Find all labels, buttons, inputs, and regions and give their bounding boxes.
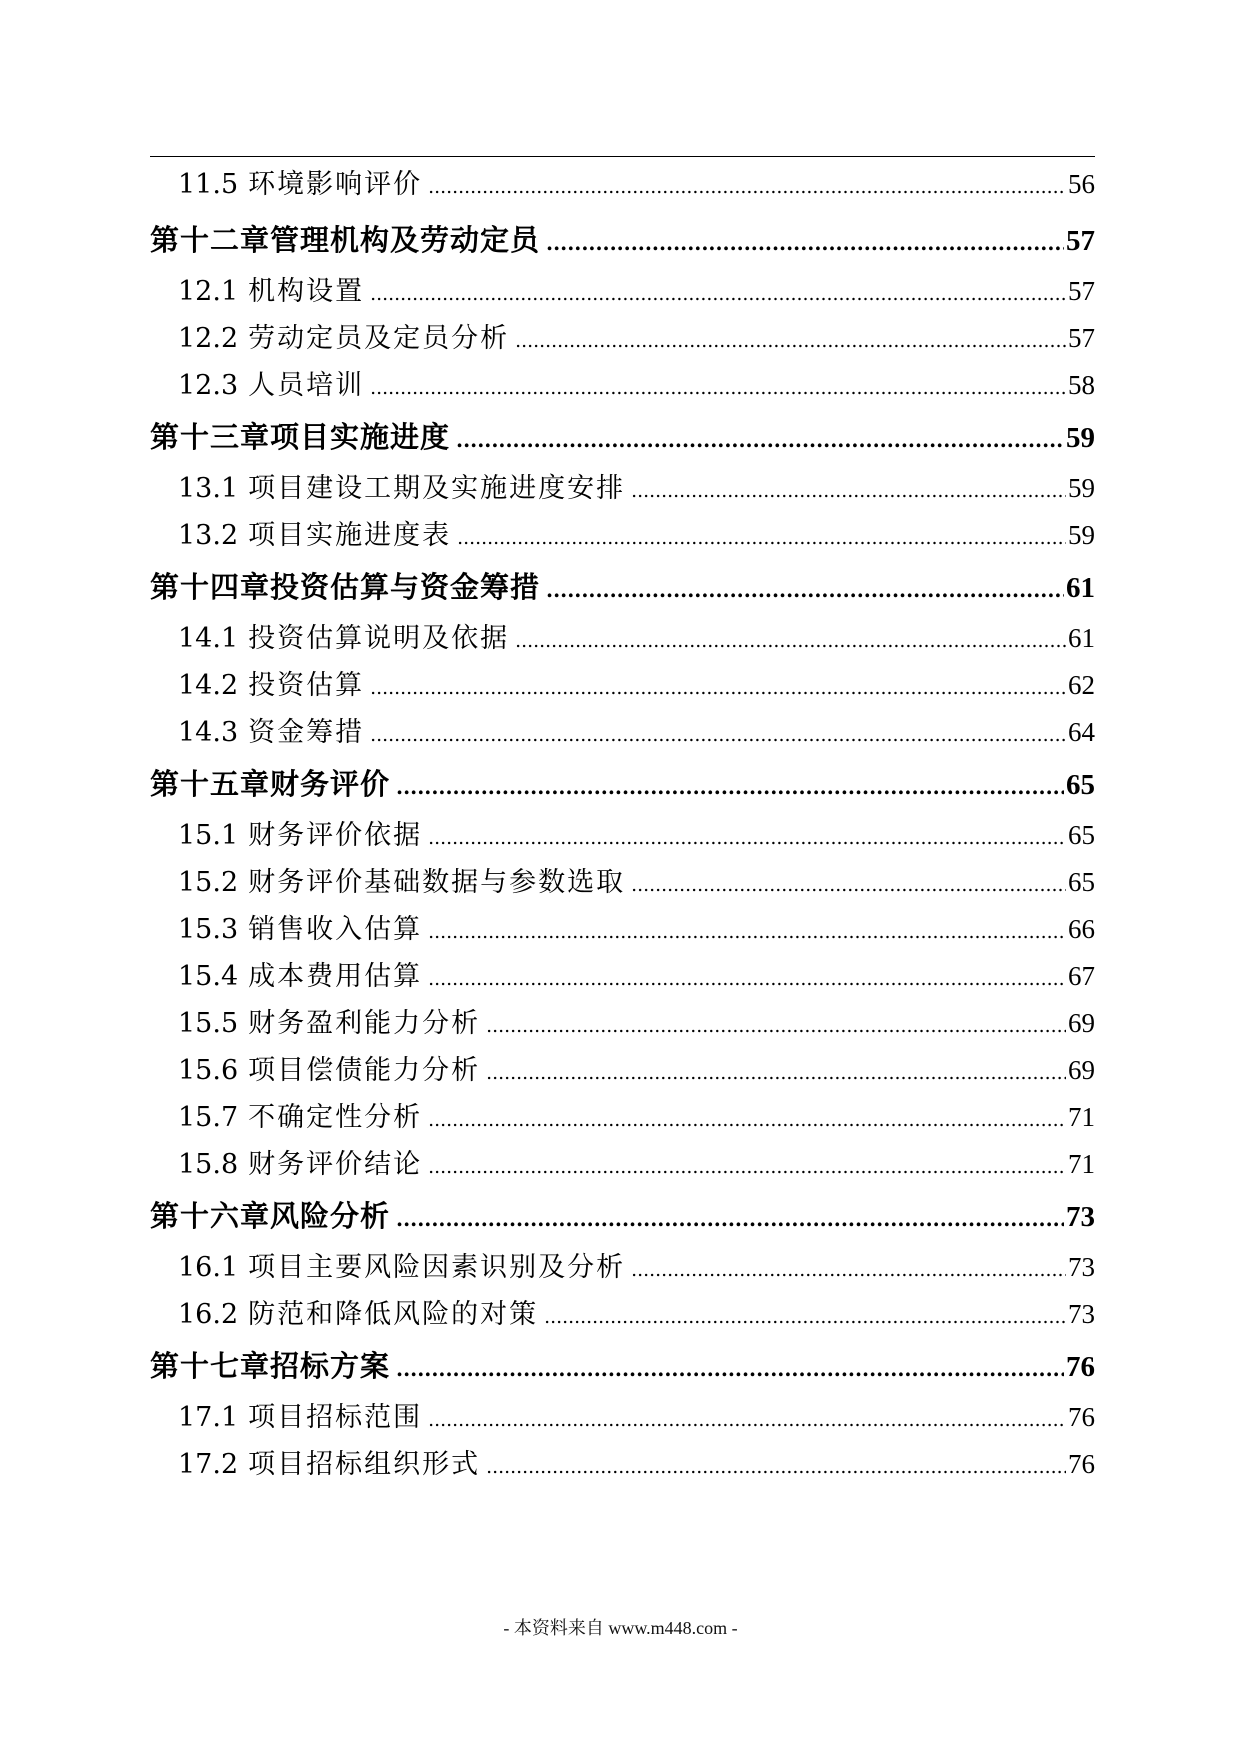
toc-entry-label: [150, 409, 450, 465]
toc-entry-title: 第十六章风险分析: [150, 1199, 391, 1233]
toc-entry-title: 防范和降低风险的对策: [248, 1299, 539, 1330]
toc-page-number: 56: [1068, 169, 1095, 199]
toc-entry-title: 项目主要风险因素识别及分析: [248, 1252, 626, 1283]
toc-section-entry[interactable]: [150, 1000, 1095, 1047]
toc-entry-title: 资金筹措: [248, 717, 365, 748]
toc-section-entry[interactable]: [150, 268, 1095, 315]
toc-entry-title: 不确定性分析: [248, 1102, 423, 1133]
toc-page-number: 73: [1068, 1252, 1095, 1282]
toc-entry-title: 项目招标范围: [248, 1402, 423, 1433]
toc-entry-label: [178, 906, 422, 953]
toc-entry-label: [178, 1141, 422, 1188]
toc-entry-title: 第十七章招标方案: [150, 1349, 391, 1383]
toc-chapter-entry[interactable]: [150, 559, 1095, 615]
toc-entry-title: 项目实施进度表: [248, 520, 452, 551]
toc-entry-number: 15.5: [178, 1008, 239, 1039]
toc-entry-label: [178, 1094, 422, 1141]
toc-page-number: 65: [1066, 769, 1095, 801]
toc-entry-label: [178, 161, 422, 208]
toc-section-entry[interactable]: [150, 1244, 1095, 1291]
dot-leader: [486, 1050, 1066, 1097]
toc-entry-number: 15.8: [178, 1149, 239, 1180]
dot-leader: [428, 164, 1066, 211]
toc-entry-number: 12.3: [178, 370, 239, 401]
toc-entry-title: 财务评价依据: [248, 820, 423, 851]
toc-page-number: 59: [1066, 422, 1095, 454]
toc-section-entry[interactable]: [150, 1441, 1095, 1488]
toc-chapter-entry[interactable]: [150, 409, 1095, 465]
toc-page-number: 58: [1068, 370, 1095, 400]
toc-section-entry[interactable]: [150, 1094, 1095, 1141]
toc-page-number: 73: [1068, 1299, 1095, 1329]
toc-page-number: 66: [1068, 914, 1095, 944]
toc-entry-title: 财务盈利能力分析: [248, 1008, 481, 1039]
page-footer: - 本资料来自 www.m448.com -: [503, 1618, 738, 1638]
toc-entry-number: 11.5: [178, 169, 239, 200]
dot-leader: [370, 271, 1066, 318]
toc-page-number: 71: [1068, 1149, 1095, 1179]
toc-entry-label: [178, 512, 451, 559]
dot-leader: [631, 468, 1066, 515]
toc-entry-number: 15.1: [178, 820, 239, 851]
toc-page-number: 59: [1068, 520, 1095, 550]
toc-entry-label: [150, 1338, 390, 1394]
dot-leader: [370, 712, 1066, 759]
toc-section-entry[interactable]: [150, 1394, 1095, 1441]
toc-entry-number: 15.7: [178, 1102, 239, 1133]
toc-entry-number: 17.1: [178, 1402, 239, 1433]
header-rule: [150, 156, 1095, 157]
toc-entry-number: 12.1: [178, 276, 239, 307]
toc-entry-number: 15.4: [178, 961, 239, 992]
toc-entry-label: [178, 859, 625, 906]
dot-leader: [396, 1341, 1064, 1397]
toc-page-number: 69: [1068, 1008, 1095, 1038]
toc-entry-title: 投资估算说明及依据: [248, 623, 510, 654]
toc-entry-title: 项目招标组织形式: [248, 1449, 481, 1480]
toc-section-entry[interactable]: [150, 362, 1095, 409]
toc-entry-label: [178, 662, 364, 709]
toc-entry-number: 14.1: [178, 623, 239, 654]
toc-chapter-entry[interactable]: [150, 1338, 1095, 1394]
dot-leader: [486, 1003, 1066, 1050]
dot-leader: [428, 1097, 1066, 1144]
dot-leader: [546, 215, 1064, 271]
toc-section-entry[interactable]: [150, 1047, 1095, 1094]
toc-entry-number: 14.3: [178, 717, 239, 748]
toc-entry-number: 16.1: [178, 1252, 239, 1283]
toc-entry-label: [178, 1441, 480, 1488]
toc-entry-label: [178, 812, 422, 859]
toc-entry-label: [150, 212, 540, 268]
toc-entry-label: [178, 615, 509, 662]
dot-leader: [428, 909, 1066, 956]
toc-entry-title: 财务评价结论: [248, 1149, 423, 1180]
toc-section-entry[interactable]: [150, 906, 1095, 953]
toc-page-number: 73: [1066, 1201, 1095, 1233]
toc-page-number: 67: [1068, 961, 1095, 991]
toc-entry-title: 第十三章项目实施进度: [150, 420, 451, 454]
toc-entry-label: [178, 1047, 480, 1094]
toc-section-entry[interactable]: [150, 953, 1095, 1000]
toc-page-number: 61: [1068, 623, 1095, 653]
toc-page-number: 62: [1068, 670, 1095, 700]
toc-entry-number: 13.2: [178, 520, 239, 551]
table-of-contents: [150, 161, 1095, 1488]
toc-entry-label: [178, 1000, 480, 1047]
toc-entry-label: [150, 756, 390, 812]
toc-entry-title: 项目偿债能力分析: [248, 1055, 481, 1086]
toc-entry-label: [150, 1188, 390, 1244]
dot-leader: [428, 1144, 1066, 1191]
toc-entry-label: [178, 1291, 538, 1338]
toc-entry-label: [178, 465, 625, 512]
toc-entry-title: 销售收入估算: [248, 914, 423, 945]
toc-page-number: 69: [1068, 1055, 1095, 1085]
toc-entry-label: [178, 1244, 625, 1291]
toc-entry-title: 机构设置: [248, 276, 365, 307]
toc-section-entry[interactable]: [150, 315, 1095, 362]
toc-section-entry[interactable]: [150, 512, 1095, 559]
toc-page-number: 76: [1066, 1351, 1095, 1383]
dot-leader: [456, 412, 1064, 468]
toc-page-number: 57: [1066, 225, 1095, 257]
toc-section-entry[interactable]: [150, 859, 1095, 906]
toc-page-number: 57: [1068, 276, 1095, 306]
dot-leader: [515, 318, 1066, 365]
dot-leader: [631, 862, 1066, 909]
toc-entry-number: 14.2: [178, 670, 239, 701]
toc-chapter-entry[interactable]: [150, 1188, 1095, 1244]
toc-page-number: 65: [1068, 867, 1095, 897]
toc-entry-title: 投资估算: [248, 670, 365, 701]
dot-leader: [370, 665, 1066, 712]
toc-entry-label: [178, 268, 364, 315]
toc-entry-number: 12.2: [178, 323, 239, 354]
dot-leader: [396, 1191, 1064, 1247]
toc-entry-label: [178, 953, 422, 1000]
toc-entry-title: 人员培训: [248, 370, 365, 401]
toc-chapter-entry[interactable]: [150, 212, 1095, 268]
dot-leader: [544, 1294, 1066, 1341]
toc-section-entry[interactable]: [150, 812, 1095, 859]
toc-entry-label: [178, 315, 509, 362]
toc-page-number: 71: [1068, 1102, 1095, 1132]
toc-entry-title: 成本费用估算: [248, 961, 423, 992]
toc-entry-number: 15.2: [178, 867, 239, 898]
toc-page-number: 64: [1068, 717, 1095, 747]
toc-entry-title: 项目建设工期及实施进度安排: [248, 473, 626, 504]
toc-entry-title: 第十四章投资估算与资金筹措: [150, 570, 541, 604]
toc-section-entry[interactable]: [150, 709, 1095, 756]
toc-page-number: 76: [1068, 1402, 1095, 1432]
toc-entry-number: 15.6: [178, 1055, 239, 1086]
toc-section-entry[interactable]: [150, 1141, 1095, 1188]
toc-page-number: 76: [1068, 1449, 1095, 1479]
dot-leader: [631, 1247, 1066, 1294]
toc-chapter-entry[interactable]: [150, 756, 1095, 812]
dot-leader: [546, 562, 1064, 618]
toc-page-number: 65: [1068, 820, 1095, 850]
dot-leader: [396, 759, 1064, 815]
toc-entry-number: 13.1: [178, 473, 239, 504]
toc-entry-title: 劳动定员及定员分析: [248, 323, 510, 354]
dot-leader: [428, 956, 1066, 1003]
dot-leader: [515, 618, 1066, 665]
toc-section-entry[interactable]: [150, 465, 1095, 512]
toc-section-entry[interactable]: [150, 662, 1095, 709]
toc-entry-title: 环境影响评价: [248, 169, 423, 200]
toc-entry-title: 第十二章管理机构及劳动定员: [150, 223, 541, 257]
toc-page-number: 57: [1068, 323, 1095, 353]
toc-entry-label: [178, 1394, 422, 1441]
dot-leader: [457, 515, 1066, 562]
toc-page-number: 59: [1068, 473, 1095, 503]
toc-entry-label: [150, 559, 540, 615]
toc-entry-number: 16.2: [178, 1299, 239, 1330]
toc-entry-label: [178, 709, 364, 756]
toc-entry-number: 15.3: [178, 914, 239, 945]
toc-entry-number: 17.2: [178, 1449, 239, 1480]
dot-leader: [428, 815, 1066, 862]
toc-page-number: 61: [1066, 572, 1095, 604]
toc-entry-title: 财务评价基础数据与参数选取: [248, 867, 626, 898]
dot-leader: [428, 1397, 1066, 1444]
dot-leader: [486, 1444, 1066, 1491]
toc-section-entry[interactable]: [150, 615, 1095, 662]
toc-section-entry[interactable]: [150, 1291, 1095, 1338]
toc-entry-label: [178, 362, 364, 409]
toc-entry-title: 第十五章财务评价: [150, 767, 391, 801]
toc-section-entry[interactable]: [150, 161, 1095, 208]
dot-leader: [370, 365, 1066, 412]
